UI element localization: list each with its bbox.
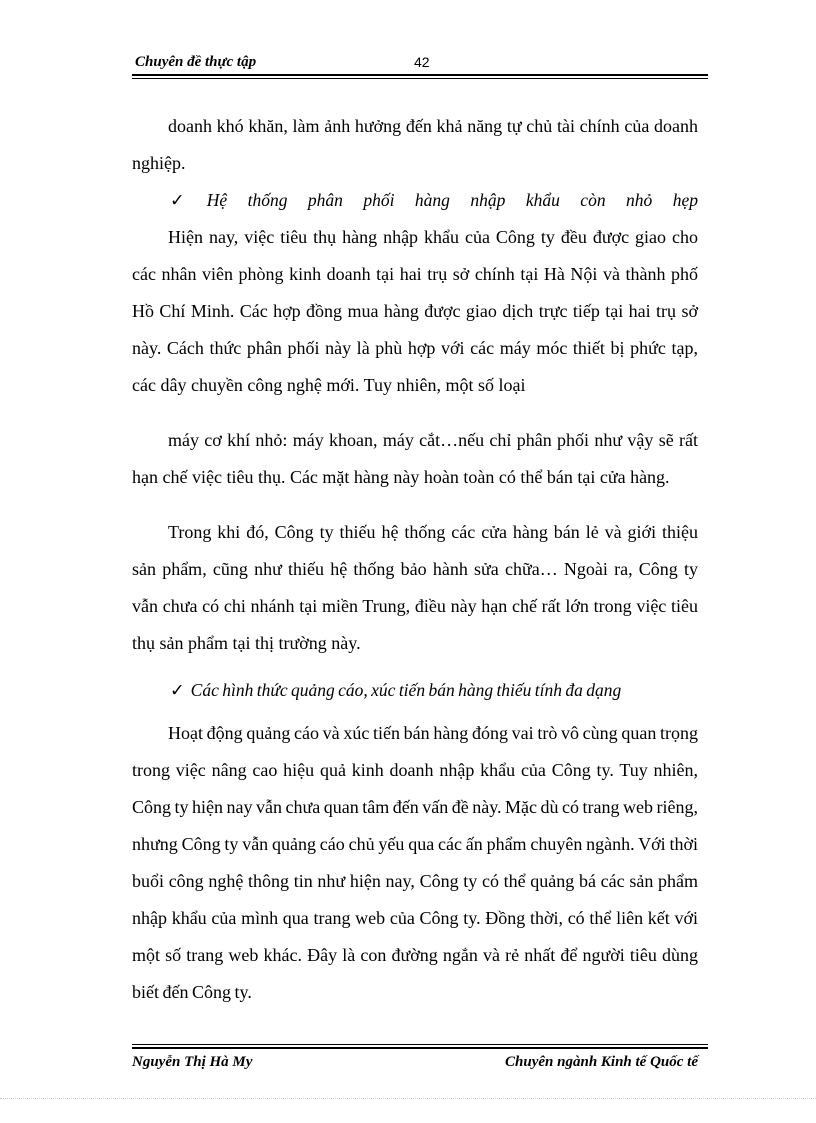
paragraph-continuation: doanh khó khăn, làm ảnh hưởng đến khả năng tự chủ tài chính của doanh nghiệp. [132,116,698,173]
paragraph-retail-network: Trong khi đó, Công ty thiếu hệ thống các cửa hàng bán lẻ và giới thiệu sản phẩm, cũng như thiếu hệ thống bảo hành sửa chữa… Ngoài ra, Công ty vẫn chưa có chi nhánh tại miền Trung, điều này hạn chế rất lớn trong việc tiêu thụ sản phẩm tại thị trường này. [132,522,698,653]
checkmark-icon: ✓ [170,190,201,210]
page-bottom-dotted-line [0,1098,816,1099]
footer-rule-thick [132,1047,708,1049]
section-heading-distribution [132,182,698,219]
paragraph-distribution: Hiện nay, việc tiêu thụ hàng nhập khẩu của Công ty đều được giao cho các nhân viên phòng kinh doanh tại hai trụ sở chính tại Hà Nội và thành phố Hồ Chí Minh. Các hợp đồng mua hàng được giao dịch trực tiếp tại hai trụ sở này. Cách thức phân phối này là phù hợp với các máy móc thiết bị phức tạp, các dây chuyền công nghệ mới. Tuy nhiên, một số loại [132,227,698,395]
document-body [132,108,698,1011]
paragraph-advertising: Hoạt động quảng cáo và xúc tiến bán hàng đóng vai trò vô cùng quan trọng trong việc nâng cao hiệu quả kinh doanh nhập khẩu của Công ty. Tuy nhiên, Công ty hiện nay vẫn chưa quan tâm đến vấn đề này. Mặc dù có trang web riêng, nhưng Công ty vẫn quảng cáo chủ yếu qua các ấn phẩm chuyên ngành. Với thời buổi công nghệ thông tin như hiện nay, Công ty có thể quảng bá các sản phẩm nhập khẩu của mình qua trang web của Công ty. Đồng thời, có thể liên kết với một số trang web khác. Đây là con đường ngắn và rẻ nhất để người tiêu dùng biết đến Công ty. [132,723,698,1002]
heading-text: Các hình thức quảng cáo, xúc tiến bán hàng thiếu tính đa dạng [190,680,622,700]
footer-rule-thin [132,1044,708,1045]
page-number: 42 [414,54,430,70]
header-title: Chuyên đề thực tập [135,54,257,70]
header-rule-thick [132,74,708,76]
checkmark-icon: ✓ [170,680,185,700]
section-heading-advertising [132,672,698,709]
page-header [132,52,708,74]
page-footer [132,1052,698,1076]
paragraph-small-machines: máy cơ khí nhỏ: máy khoan, máy cắt…nếu chỉ phân phối như vậy sẽ rất hạn chế việc tiêu thụ. Các mặt hàng này hoàn toàn có thể bán tại cửa hàng. [132,430,698,487]
header-rule-thin [132,78,708,79]
footer-major: Chuyên ngành Kinh tế Quốc tế [505,1054,698,1070]
heading-text: Hệ thống phân phối hàng nhập khẩu còn nhỏ hẹp [206,190,698,210]
footer-author: Nguyễn Thị Hà My [132,1054,253,1070]
